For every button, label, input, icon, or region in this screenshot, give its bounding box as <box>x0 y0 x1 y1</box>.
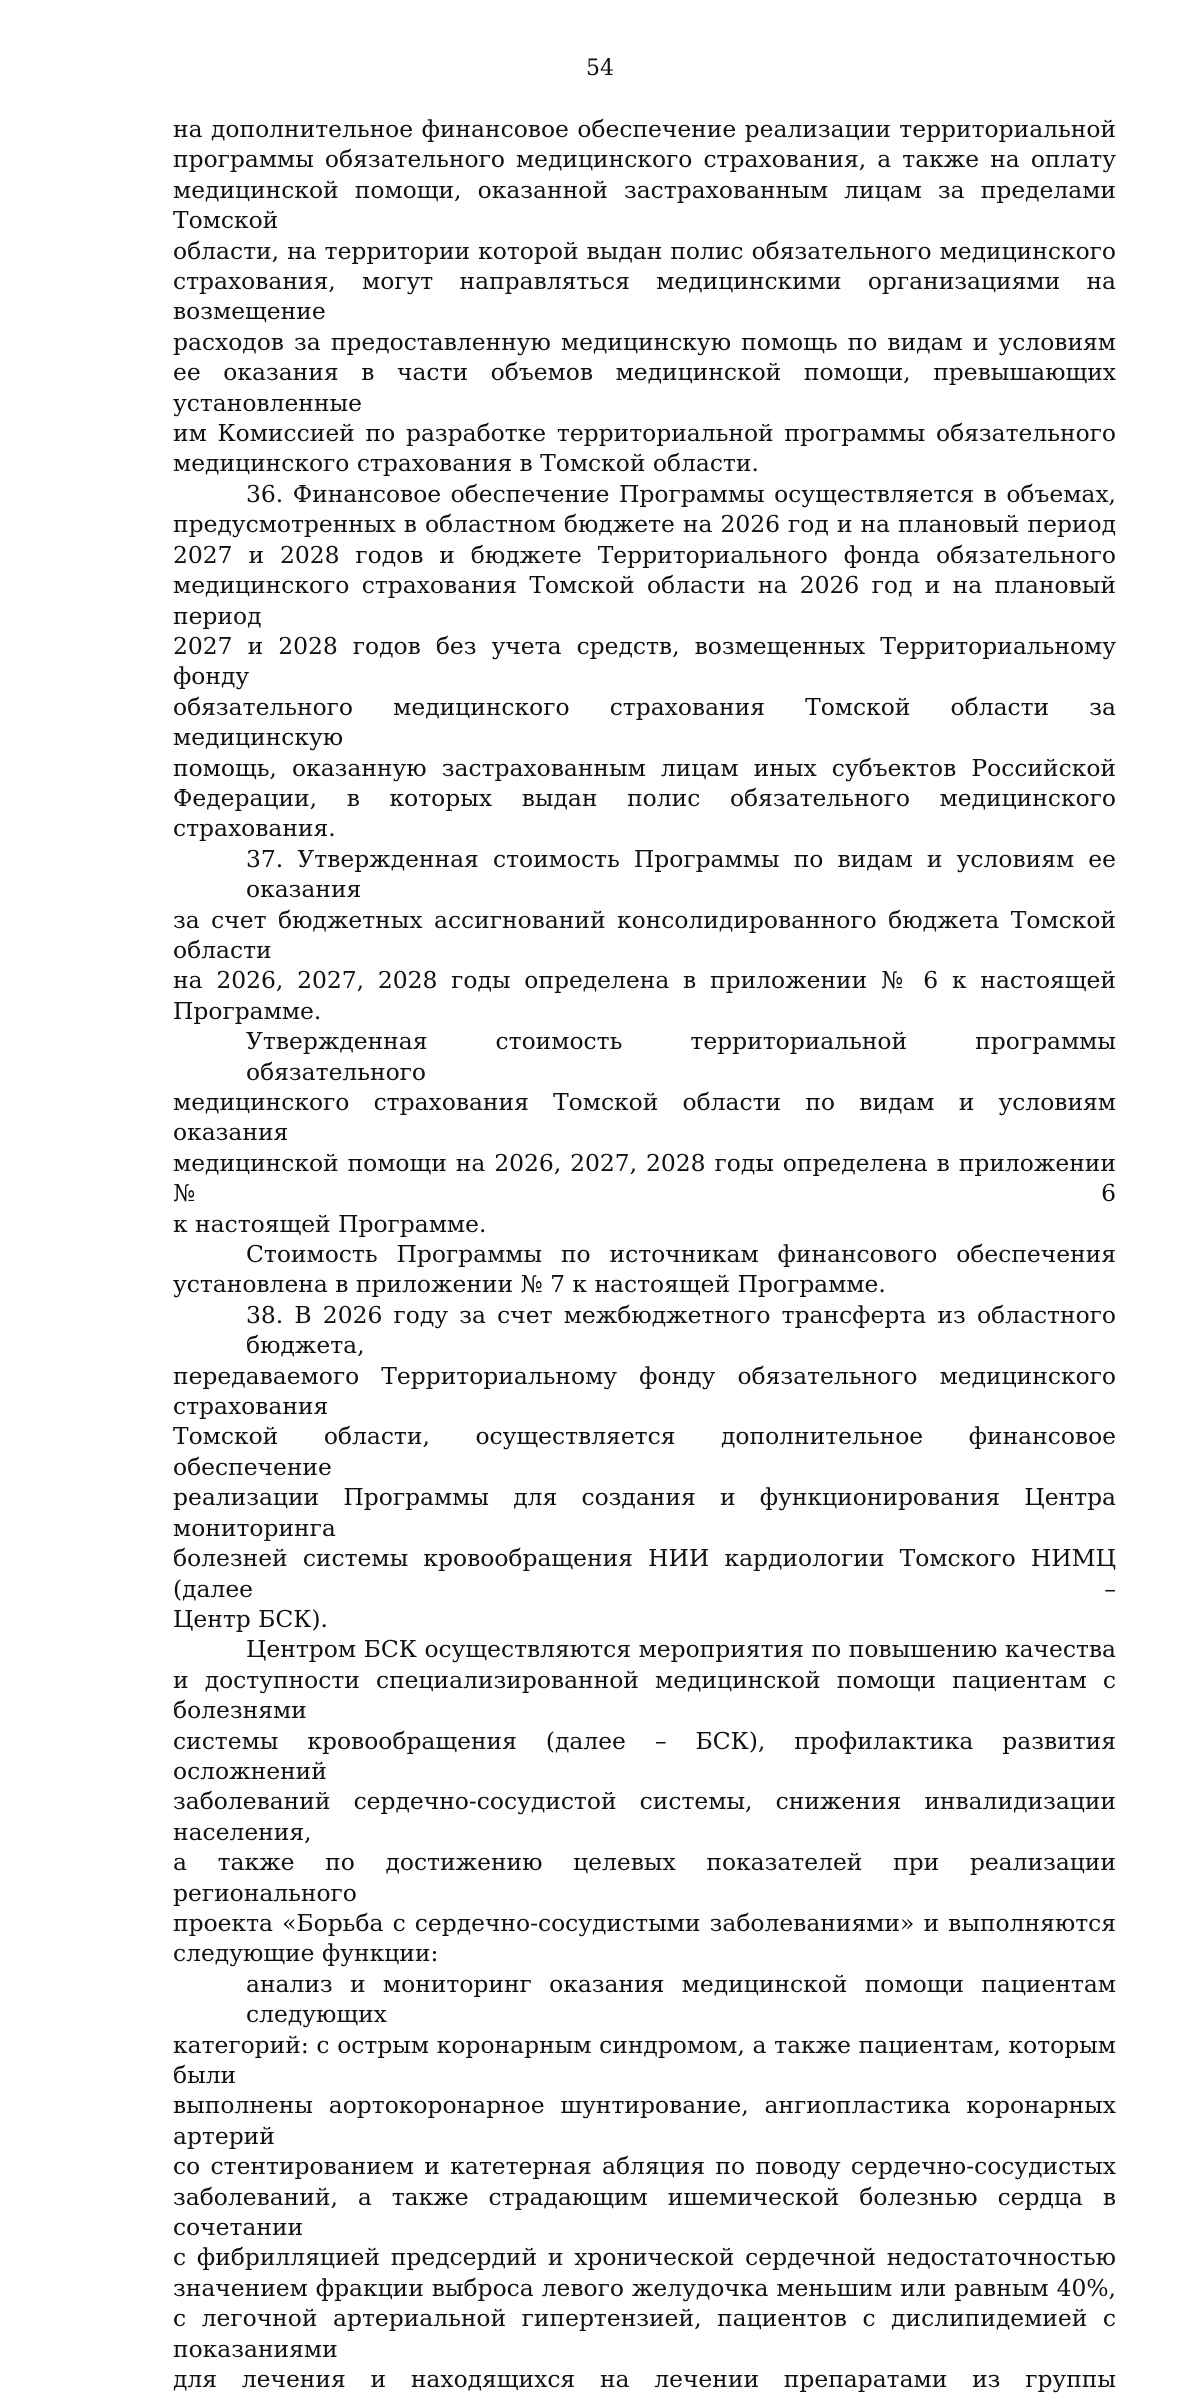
text-line: на дополнительное финансовое обеспечение реализации территориальной <box>173 115 1116 143</box>
text-line: программы обязательного медицинского страхования, а также на оплату <box>173 145 1116 174</box>
text-line: проекта «Борьба с сердечно-сосудистыми заболеваниями» и выполняются <box>173 1908 1116 1937</box>
paragraph <box>173 1969 1116 2394</box>
text-line: за счет бюджетных ассигнований консолидированного бюджета Томской области <box>173 905 1116 964</box>
text-line: предусмотренных в областном бюджете на 2026 год и на плановый период <box>173 510 1116 539</box>
text-line: Томской области, осуществляется дополнительное финансовое обеспечение <box>173 1422 1116 1481</box>
text-line: им Комиссией по разработке территориальной программы обязательного <box>173 419 1116 448</box>
text-line: медицинского страхования Томской области по видам и условиям оказания <box>173 1088 1116 1147</box>
text-line: системы кровообращения (далее – БСК), профилактика развития осложнений <box>173 1726 1116 1785</box>
text-line: заболеваний, а также страдающим ишемической болезнью сердца в сочетании <box>173 2182 1116 2242</box>
text-line: анализ и мониторинг оказания медицинской помощи пациентам следующих <box>246 1969 1116 2029</box>
text-line: установлена в приложении № 7 к настоящей Программе. <box>173 1270 886 1299</box>
text-line: а также по достижению целевых показателей при реализации регионального <box>173 1848 1116 1907</box>
text-line: 38. В 2026 году за счет межбюджетного трансферта из областного бюджета, <box>246 1300 1116 1360</box>
text-line: медицинского страхования Томской области на 2026 год и на плановый период <box>173 571 1116 630</box>
text-line: 2027 и 2028 годов и бюджете Территориального фонда обязательного <box>173 540 1116 569</box>
text-line: болезней системы кровообращения НИИ кардиологии Томского НИМЦ (далее – <box>173 1544 1116 1603</box>
text-line: следующие функции: <box>173 1939 439 1968</box>
text-line: обязательного медицинского страхования Томской области за медицинскую <box>173 692 1116 752</box>
text-line: страхования, могут направляться медицинскими организациями на возмещение <box>173 267 1116 326</box>
text-line: области, на территории которой выдан полис обязательного медицинского <box>173 236 1116 265</box>
text-line: Центром БСК осуществляются мероприятия по повышению качества <box>246 1635 1116 1664</box>
text-line: ее оказания в части объемов медицинской помощи, превышающих установленные <box>173 358 1116 417</box>
text-line: и доступности специализированной медицинской помощи пациентам с болезнями <box>173 1665 1116 1725</box>
paragraph <box>173 1300 1116 1634</box>
paragraph <box>173 1239 1116 1300</box>
text-line: со стентированием и катетерная абляция по поводу сердечно-сосудистых <box>173 2152 1116 2181</box>
text-line: с легочной артериальной гипертензией, пациентов с дислипидемией с показаниями <box>173 2304 1116 2363</box>
text-line: реализации Программы для создания и функционирования Центра мониторинга <box>173 1483 1116 1542</box>
text-line: медицинской помощи, оказанной застрахованным лицам за пределами Томской <box>173 175 1116 235</box>
paragraph <box>173 114 1116 479</box>
text-line: к настоящей Программе. <box>173 1209 487 1238</box>
text-line: Стоимость Программы по источникам финансового обеспечения <box>246 1240 1116 1269</box>
text-line: значением фракции выброса левого желудочка меньшим или равным 40%, <box>173 2273 1116 2302</box>
text-line: Центр БСК). <box>173 1604 328 1633</box>
text-line: выполнены аортокоронарное шунтирование, ангиопластика коронарных артерий <box>173 2091 1116 2150</box>
text-line: расходов за предоставленную медицинскую помощь по видам и условиям <box>173 327 1116 356</box>
text-line: на 2026, 2027, 2028 годы определена в приложении № 6 к настоящей Программе. <box>173 966 1116 1025</box>
paragraph <box>173 1634 1116 1968</box>
text-line: передаваемого Территориальному фонду обязательного медицинского страхования <box>173 1361 1116 1421</box>
text-line: медицинского страхования в Томской области. <box>173 449 759 478</box>
page-number: 54 <box>586 56 614 81</box>
text-line: помощь, оказанную застрахованным лицам иных субъектов Российской <box>173 753 1116 782</box>
text-line: для лечения и находящихся на лечении препаратами из группы <box>173 2365 1116 2394</box>
paragraph <box>173 1026 1116 1239</box>
text-line: с фибрилляцией предсердий и хронической сердечной недостаточностью <box>173 2243 1116 2272</box>
text-line: Утвержденная стоимость территориальной программы обязательного <box>246 1027 1116 1086</box>
text-line: категорий: с острым коронарным синдромом, а также пациентам, которым были <box>173 2030 1116 2089</box>
text-line: заболеваний сердечно-сосудистой системы, снижения инвалидизации населения, <box>173 1787 1116 1846</box>
paragraph <box>173 479 1116 844</box>
text-line: 37. Утвержденная стоимость Программы по видам и условиям ее оказания <box>246 844 1116 904</box>
text-line: 36. Финансовое обеспечение Программы осуществляется в объемах, <box>246 479 1116 508</box>
text-line: Федерации, в которых выдан полис обязательного медицинского страхования. <box>173 783 1116 843</box>
paragraph <box>173 844 1116 1026</box>
text-line: 2027 и 2028 годов без учета средств, возмещенных Территориальному фонду <box>173 631 1116 691</box>
text-line: медицинской помощи на 2026, 2027, 2028 годы определена в приложении № 6 <box>173 1148 1116 1208</box>
document-body <box>173 114 1116 2394</box>
